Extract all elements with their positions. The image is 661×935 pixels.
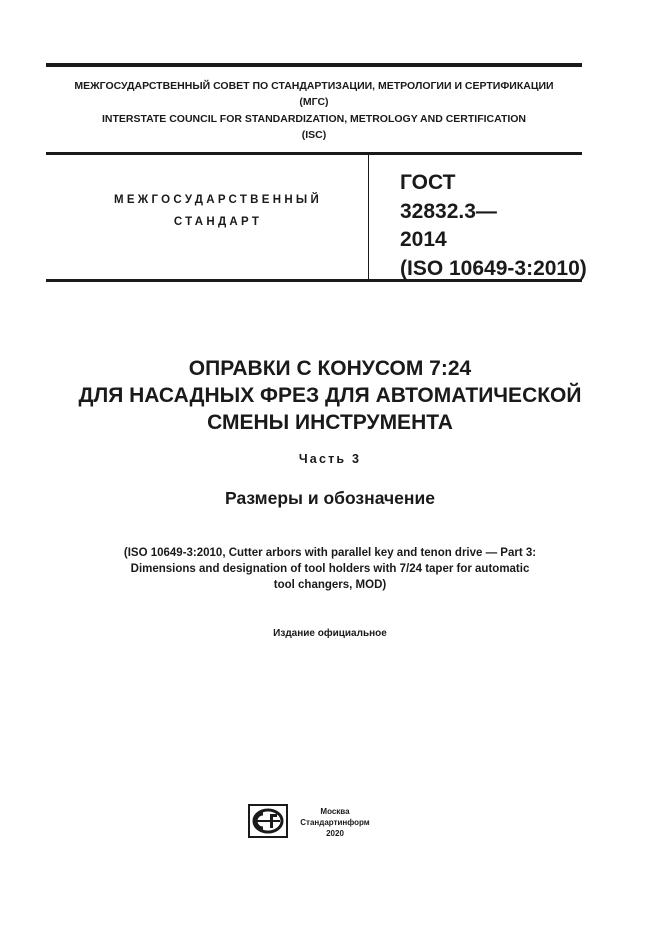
council-ru-abbr: (МГС) bbox=[299, 96, 329, 108]
title-line1: ОПРАВКИ С КОНУСОМ 7:24 bbox=[188, 357, 472, 380]
iso-description-line2: Dimensions and designation of tool holders with 7/24 taper for automatic bbox=[130, 563, 530, 575]
council-en-name: INTERSTATE COUNCIL FOR STANDARDIZATION, METROLOGY AND CERTIFICATION bbox=[101, 113, 527, 125]
part-label: Часть 3 bbox=[298, 452, 362, 466]
top-rule bbox=[46, 63, 582, 67]
interstate-standard-label bbox=[98, 189, 338, 233]
publisher-city: Москва bbox=[320, 807, 350, 816]
standard-label-line1: МЕЖГОСУДАРСТВЕННЫЙ bbox=[113, 194, 323, 206]
document-title bbox=[30, 355, 630, 436]
publisher-year: 2020 bbox=[326, 829, 344, 838]
title-line3: СМЕНЫ ИНСТРУМЕНТА bbox=[207, 411, 453, 434]
header-vertical-rule bbox=[368, 155, 369, 279]
publisher-imprint bbox=[290, 806, 380, 839]
publisher-name: Стандартинформ bbox=[300, 818, 370, 827]
standartinform-logo-icon bbox=[248, 804, 288, 838]
iso-description-line1: (ISO 10649-3:2010, Cutter arbors with parallel key and tenon drive — Part 3: bbox=[123, 547, 537, 559]
official-edition-label: Издание официальное bbox=[273, 628, 387, 639]
council-ru-name: МЕЖГОСУДАРСТВЕННЫЙ СОВЕТ ПО СТАНДАРТИЗАЦИИ, МЕТРОЛОГИИ И СЕРТИФИКАЦИИ bbox=[74, 80, 554, 92]
council-en bbox=[46, 111, 582, 143]
gost-number: 32832.3— bbox=[400, 199, 497, 223]
title-line2: ДЛЯ НАСАДНЫХ ФРЕЗ ДЛЯ АВТОМАТИЧЕСКОЙ bbox=[78, 384, 582, 407]
gost-designation bbox=[400, 169, 587, 283]
gost-year: 2014 bbox=[400, 228, 447, 251]
document-subtitle: Размеры и обозначение bbox=[225, 488, 435, 508]
council-bottom-rule bbox=[46, 152, 582, 155]
council-en-abbr: (ISC) bbox=[301, 129, 327, 141]
standard-label-line2: СТАНДАРТ bbox=[173, 216, 263, 228]
iso-description bbox=[60, 545, 600, 593]
council-ru bbox=[46, 78, 582, 110]
gost-label: ГОСТ bbox=[400, 171, 456, 194]
iso-description-line3: tool changers, MOD) bbox=[273, 579, 387, 591]
gost-iso-reference: (ISO 10649-3:2010) bbox=[400, 256, 587, 280]
